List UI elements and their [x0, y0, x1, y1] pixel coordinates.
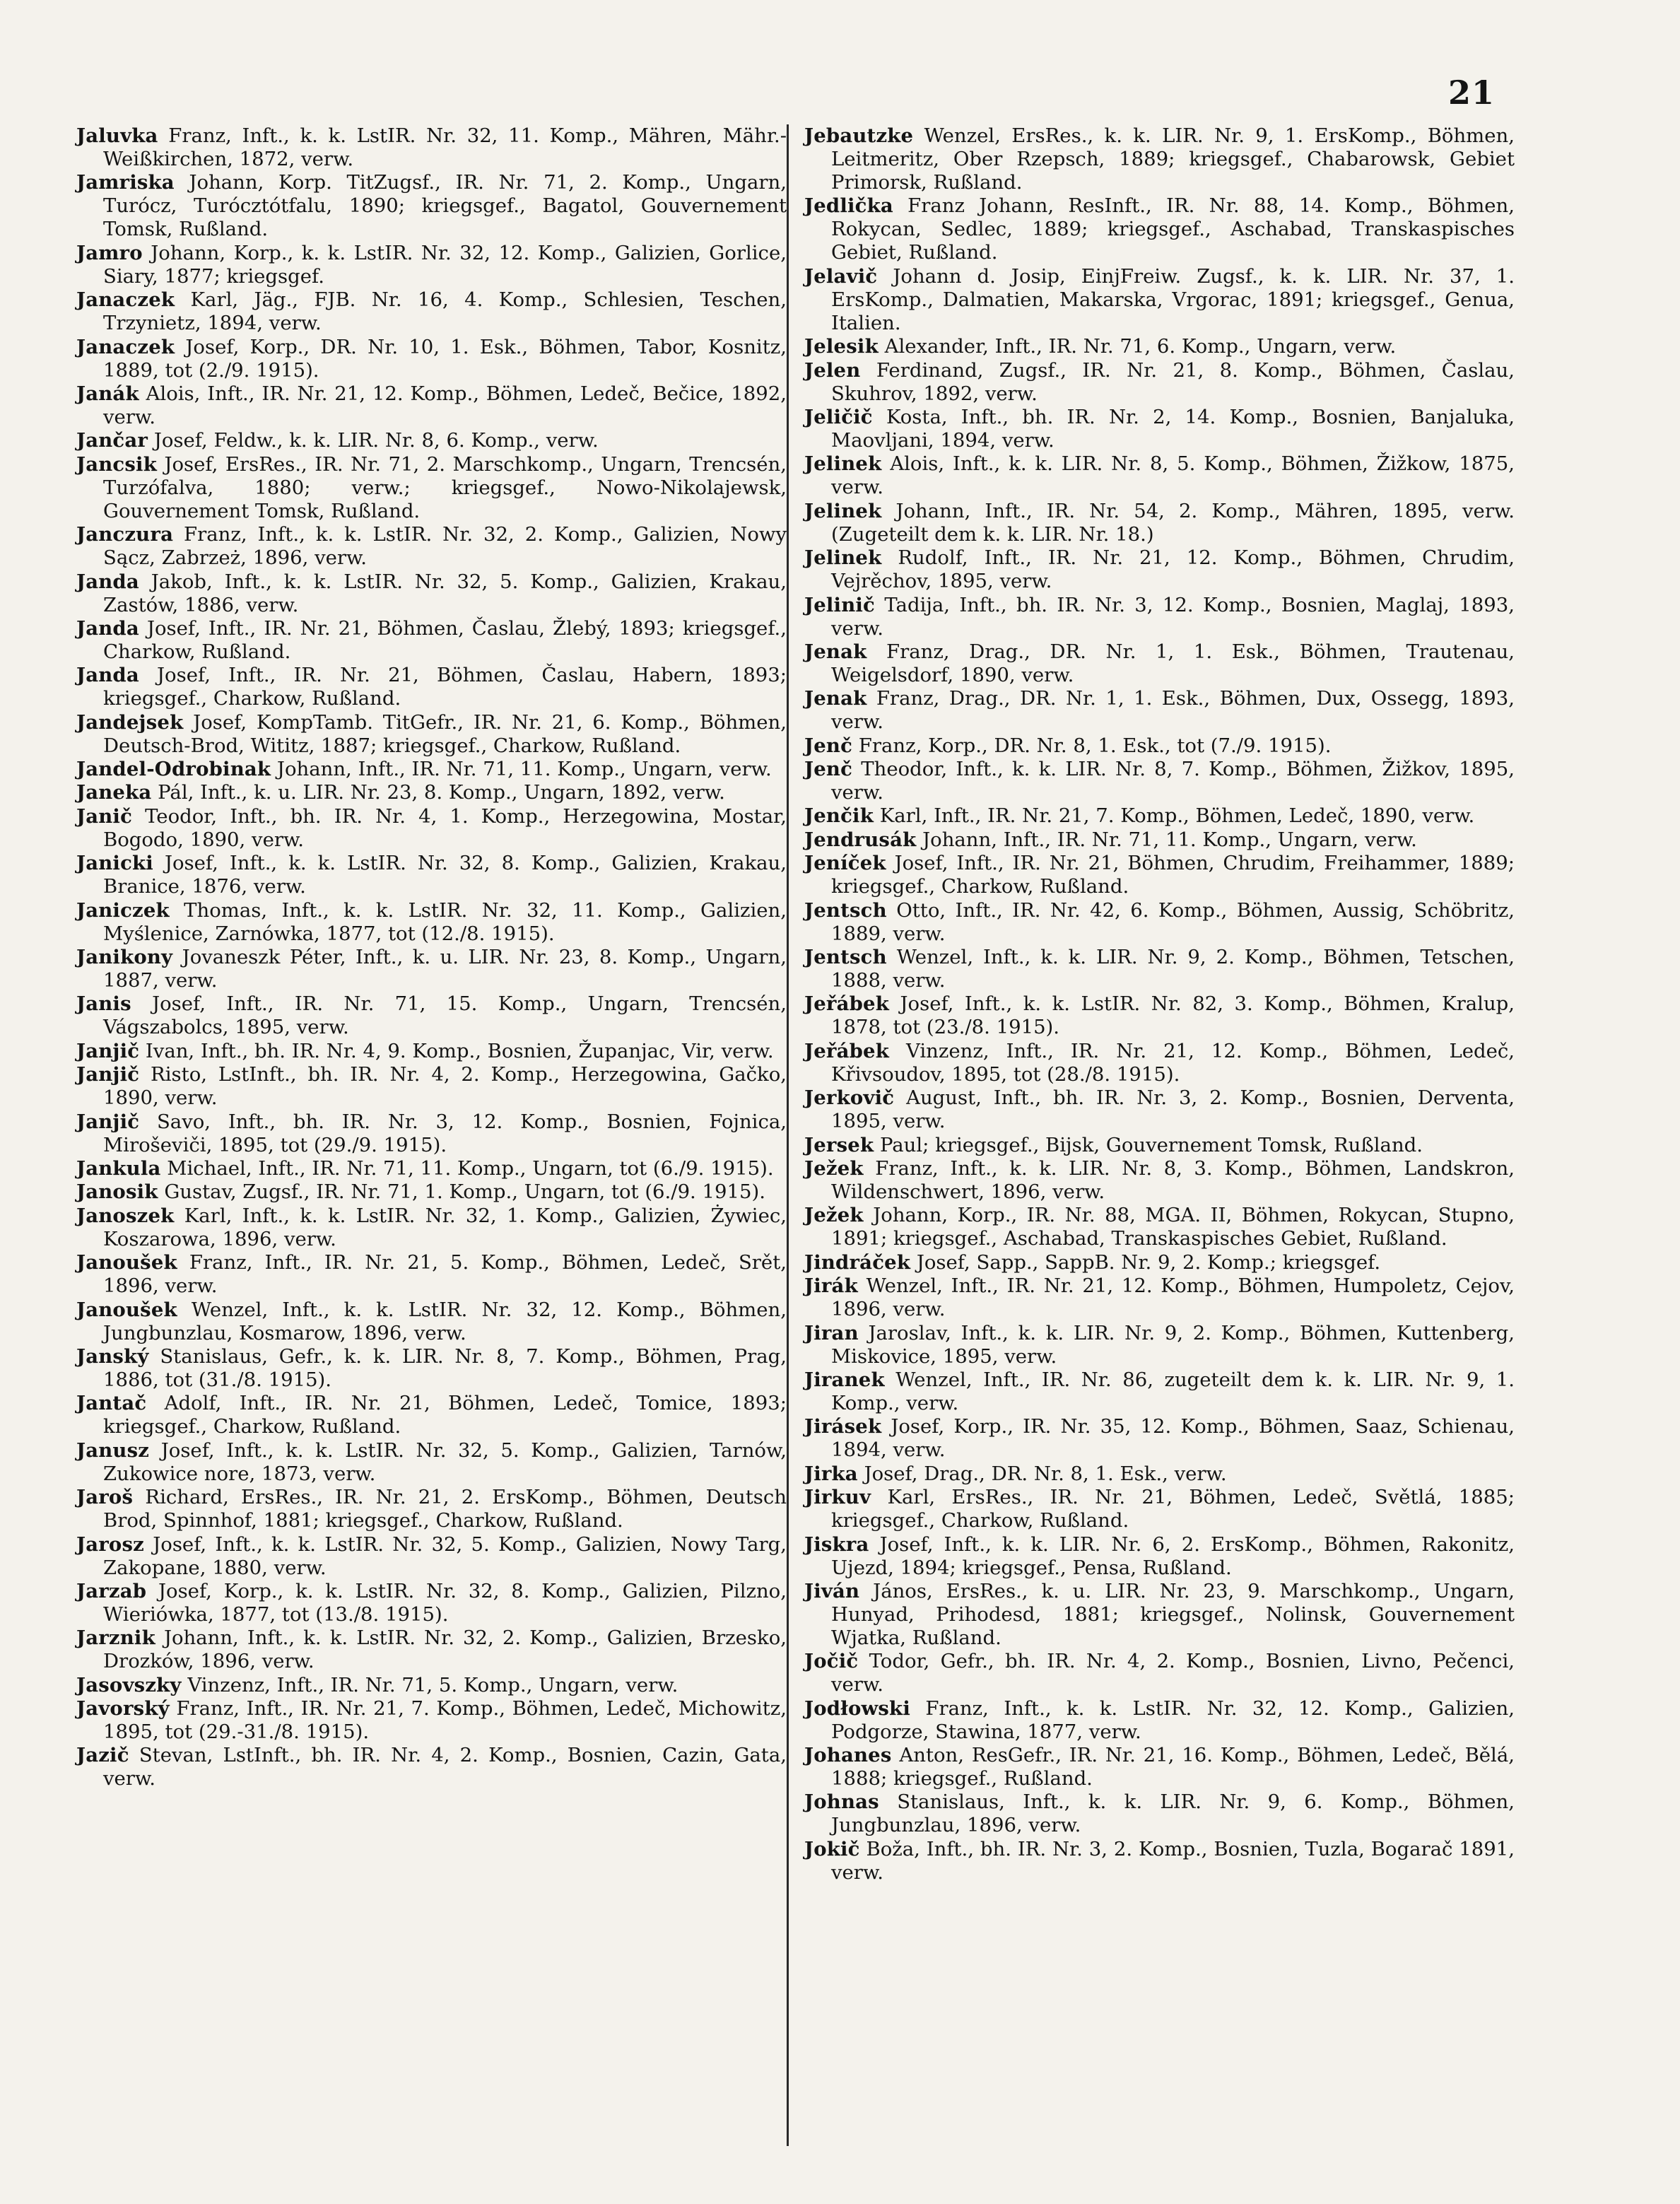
entry-surname: Jazič — [76, 1744, 129, 1767]
entry-surname: Jenč — [804, 734, 853, 757]
list-item — [76, 899, 787, 946]
list-item — [76, 1110, 787, 1157]
list-item — [804, 1533, 1515, 1580]
entry-surname: Janda — [76, 664, 139, 687]
list-item — [804, 899, 1515, 946]
entry-details: Alois, Inft., k. k. LIR. Nr. 8, 5. Komp., Böhmen, Žižkow, 1875, verw. — [831, 452, 1515, 499]
list-item — [804, 1697, 1515, 1744]
list-item — [804, 640, 1515, 687]
entry-details: Vinzenz, Inft., IR. Nr. 21, 12. Komp., Böhmen, Ledeč, Křivsoudov, 1895, tot (28./8. 1915). — [831, 1039, 1515, 1086]
list-item — [804, 1040, 1515, 1086]
entry-surname: Javorský — [76, 1697, 170, 1721]
entry-surname: Jamro — [76, 241, 143, 264]
list-item — [76, 992, 787, 1039]
entry-surname: Jokič — [804, 1837, 860, 1860]
entry-details: Josef, Feldw., k. k. LIR. Nr. 8, 6. Komp., verw. — [153, 429, 599, 452]
list-item — [76, 1439, 787, 1486]
list-item — [76, 1063, 787, 1110]
list-item — [804, 1463, 1515, 1486]
entry-surname: Jerkovič — [804, 1086, 895, 1110]
list-item — [804, 1838, 1515, 1884]
entry-details: Stanislaus, Inft., k. k. LIR. Nr. 9, 6. Komp., Böhmen, Jungbunzlau, 1896, verw. — [831, 1790, 1515, 1837]
entry-details: Franz Johann, ResInft., IR. Nr. 88, 14. Komp., Böhmen, Rokycan, Sedlec, 1889; kriegsgef., Aschabad, Transkaspisches Gebiet, Rußland. — [831, 194, 1515, 264]
entry-details: Ivan, Inft., bh. IR. Nr. 4, 9. Komp., Bosnien, Županjac, Vir, verw. — [145, 1039, 774, 1062]
entry-details: Wenzel, ErsRes., k. k. LIR. Nr. 9, 1. ErsKomp., Böhmen, Leitmeritz, Ober Rzepsch, 1889; kriegsgef., Chabarowsk, Gebiet Primorsk, Rußland. — [831, 124, 1515, 194]
list-item — [804, 265, 1515, 335]
entry-details: Franz, Drag., DR. Nr. 1, 1. Esk., Böhmen, Trautenau, Weigelsdorf, 1890, verw. — [831, 640, 1515, 686]
entry-details: Josef, Inft., k. k. LIR. Nr. 6, 2. ErsKomp., Böhmen, Rakonitz, Ujezd, 1894; kriegsgef., Pensa, Rußland. — [831, 1532, 1515, 1579]
entry-details: Franz, Inft., IR. Nr. 21, 5. Komp., Böhmen, Ledeč, Srět, 1896, verw. — [103, 1251, 787, 1298]
entry-details: Tadija, Inft., bh. IR. Nr. 3, 12. Komp., Bosnien, Maglaj, 1893, verw. — [831, 593, 1515, 640]
entry-surname: Jočič — [804, 1650, 859, 1673]
entry-surname: Ježek — [804, 1204, 864, 1227]
list-item — [804, 1274, 1515, 1321]
entry-surname: Jelinek — [804, 452, 882, 476]
entry-surname: Janič — [76, 804, 133, 828]
entry-surname: Jancsik — [76, 452, 157, 476]
entry-surname: Jindráček — [804, 1250, 911, 1274]
entry-details: Michael, Inft., IR. Nr. 71, 11. Komp., Ungarn, tot (6./9. 1915). — [167, 1156, 774, 1180]
entry-details: Josef, Inft., k. k. LstIR. Nr. 32, 5. Komp., Galizien, Tarnów, Zukowice nore, 1873, verw. — [103, 1438, 787, 1485]
entry-details: Todor, Gefr., bh. IR. Nr. 4, 2. Komp., Bosnien, Livno, Pečenci, verw. — [831, 1650, 1515, 1696]
list-item — [804, 1415, 1515, 1462]
entry-details: Franz, Drag., DR. Nr. 1, 1. Esk., Böhmen, Dux, Ossegg, 1893, verw. — [831, 687, 1515, 734]
entry-details: Josef, KompTamb. TitGefr., IR. Nr. 21, 6. Komp., Böhmen, Deutsch-Brod, Wititz, 1887; kriegsgef., Charkow, Rußland. — [103, 710, 787, 757]
list-item — [76, 1674, 787, 1697]
entry-surname: Jiván — [804, 1579, 860, 1602]
list-item — [804, 828, 1515, 852]
entry-details: Josef, Inft., k. k. LstIR. Nr. 32, 5. Komp., Galizien, Nowy Targ, Zakopane, 1880, verw. — [103, 1532, 787, 1579]
list-item — [804, 1322, 1515, 1368]
entry-surname: Jiskra — [804, 1532, 869, 1556]
entry-details: Paul; kriegsgef., Bijsk, Gouvernement Tomsk, Rußland. — [879, 1133, 1423, 1156]
entry-surname: Jiranek — [804, 1368, 885, 1391]
list-item — [804, 804, 1515, 828]
list-item — [76, 1157, 787, 1180]
entry-surname: Janák — [76, 382, 139, 405]
entry-details: Jaroslav, Inft., k. k. LIR. Nr. 9, 2. Komp., Böhmen, Kuttenberg, Miskovice, 1895, verw. — [831, 1321, 1515, 1368]
entry-details: Johann, Korp., k. k. LstIR. Nr. 32, 12. Komp., Galizien, Gorlice, Siary, 1877; kriegsgef. — [103, 241, 787, 288]
entry-surname: Janda — [76, 616, 139, 640]
entry-surname: Jebautzke — [804, 124, 914, 147]
entry-surname: Jenak — [804, 687, 867, 710]
list-item — [804, 1368, 1515, 1415]
list-item — [804, 758, 1515, 804]
entry-details: Josef, Sapp., SappB. Nr. 9, 2. Komp.; kriegsgef. — [916, 1250, 1381, 1274]
entry-details: Johann d. Josip, EinjFreiw. Zugsf., k. k. LIR. Nr. 37, 1. ErsKomp., Dalmatien, Makarska, Vrgorac, 1891; kriegsgef., Genua, Italien. — [831, 264, 1515, 334]
list-item — [804, 194, 1515, 264]
entry-surname: Janikony — [76, 946, 173, 969]
entry-details: Karl, Inft., IR. Nr. 21, 7. Komp., Böhmen, Ledeč, 1890, verw. — [879, 804, 1475, 828]
list-item — [804, 1580, 1515, 1650]
list-item — [804, 1790, 1515, 1837]
entry-surname: Jelen — [804, 358, 861, 382]
entry-details: Jovaneszk Péter, Inft., k. u. LIR. Nr. 23, 8. Komp., Ungarn, 1887, verw. — [103, 946, 787, 992]
entry-surname: Jeřábek — [804, 1039, 889, 1062]
entry-details: Josef, Korp., IR. Nr. 35, 12. Komp., Böhmen, Saaz, Schienau, 1894, verw. — [831, 1415, 1515, 1462]
entry-details: Josef, Inft., IR. Nr. 21, Böhmen, Časlau, Žlebý, 1893; kriegsgef., Charkow, Rußland. — [103, 616, 787, 663]
entry-surname: Jodłowski — [804, 1696, 910, 1720]
entry-surname: Jelesik — [804, 335, 879, 358]
entry-details: Alois, Inft., IR. Nr. 21, 12. Komp., Böhmen, Ledeč, Bečice, 1892, verw. — [103, 382, 787, 428]
list-item — [804, 1134, 1515, 1157]
list-item — [76, 1744, 787, 1790]
list-item — [76, 1204, 787, 1251]
list-item — [76, 805, 787, 852]
entry-details: Richard, ErsRes., IR. Nr. 21, 2. ErsKomp., Böhmen, Deutsch Brod, Spinnhof, 1881; kriegsgef., Charkow, Rußland. — [103, 1486, 787, 1532]
entry-details: Vinzenz, Inft., IR. Nr. 71, 5. Komp., Ungarn, verw. — [187, 1673, 679, 1696]
entry-surname: Janeka — [76, 781, 152, 804]
entry-surname: Jedlička — [804, 194, 893, 218]
entry-details: Johann, Inft., k. k. LstIR. Nr. 32, 2. Komp., Galizien, Brzesko, Drozków, 1896, verw. — [103, 1626, 787, 1673]
list-item — [804, 687, 1515, 734]
entry-details: János, ErsRes., k. u. LIR. Nr. 23, 9. Marschkomp., Ungarn, Hunyad, Prihodesd, 1881; kriegsgef., Nolinsk, Gouvernement Wjatka, Rußland. — [831, 1579, 1515, 1649]
list-item — [76, 523, 787, 570]
list-item — [804, 734, 1515, 758]
entry-surname: Jirkuv — [804, 1486, 871, 1509]
entry-details: Johann, Inft., IR. Nr. 71, 11. Komp., Ungarn, verw. — [276, 758, 772, 781]
list-item — [76, 1626, 787, 1673]
entry-surname: Janosik — [76, 1180, 158, 1204]
entry-details: Johann, Korp. TitZugsf., IR. Nr. 71, 2. Komp., Ungarn, Turócz, Turócztótfalu, 1890; kriegsgef., Bagatol, Gouvernement Tomsk, Rußland. — [103, 171, 787, 241]
list-item — [804, 1204, 1515, 1250]
entry-details: Wenzel, Inft., k. k. LIR. Nr. 9, 2. Komp., Böhmen, Tetschen, 1888, verw. — [831, 946, 1515, 992]
list-item — [76, 288, 787, 335]
list-item — [76, 758, 787, 781]
list-item — [76, 852, 787, 898]
list-item — [76, 946, 787, 992]
entry-details: Franz, Inft., k. k. LstIR. Nr. 32, 2. Komp., Galizien, Nowy Sącz, Zabrzeż, 1896, verw. — [103, 523, 787, 570]
left-column — [76, 124, 787, 1791]
list-item — [804, 1157, 1515, 1204]
entry-details: Wenzel, Inft., IR. Nr. 21, 12. Komp., Böhmen, Humpoletz, Cejov, 1896, verw. — [831, 1274, 1515, 1321]
entry-surname: Jelinek — [804, 499, 882, 522]
page-number: 21 — [1447, 74, 1495, 112]
entry-details: Johann, Korp., IR. Nr. 88, MGA. II, Böhmen, Rokycan, Stupno, 1891; kriegsgef., Aschabad, Transkaspisches Gebiet, Rußland. — [831, 1204, 1515, 1250]
entry-surname: Jeličič — [804, 405, 873, 428]
entry-details: Karl, ErsRes., IR. Nr. 21, Böhmen, Ledeč, Světlá, 1885; kriegsgef., Charkow, Rußland. — [831, 1486, 1515, 1532]
list-item — [804, 546, 1515, 593]
entry-details: Franz, Inft., k. k. LstIR. Nr. 32, 11. Komp., Mähren, Mähr.-Weißkirchen, 1872, verw. — [103, 124, 787, 170]
entry-details: Wenzel, Inft., k. k. LstIR. Nr. 32, 12. Komp., Böhmen, Jungbunzlau, Kosmarow, 1896, verw. — [103, 1298, 787, 1344]
list-item — [76, 429, 787, 452]
list-item — [76, 242, 787, 288]
entry-details: Franz, Inft., k. k. LstIR. Nr. 32, 12. Komp., Galizien, Podgorze, Stawina, 1877, verw. — [831, 1696, 1515, 1743]
list-item — [76, 171, 787, 241]
entry-details: Anton, ResGefr., IR. Nr. 21, 16. Komp., Böhmen, Ledeč, Bělá, 1888; kriegsgef., Rußland. — [831, 1744, 1515, 1790]
list-item — [76, 1392, 787, 1438]
list-item — [76, 1299, 787, 1345]
entry-details: Otto, Inft., IR. Nr. 42, 6. Komp., Böhmen, Aussig, Schöbritz, 1889, verw. — [831, 898, 1515, 945]
entry-details: Risto, LstInft., bh. IR. Nr. 4, 2. Komp., Herzegowina, Gačko, 1890, verw. — [103, 1063, 787, 1110]
entry-surname: Jarznik — [76, 1626, 155, 1650]
list-item — [76, 711, 787, 758]
list-item — [76, 124, 787, 171]
entry-surname: Johanes — [804, 1744, 892, 1767]
entry-details: Stevan, LstInft., bh. IR. Nr. 4, 2. Komp., Bosnien, Cazin, Gata, verw. — [103, 1744, 787, 1790]
list-item — [76, 1580, 787, 1626]
entry-details: Wenzel, Inft., IR. Nr. 86, zugeteilt dem k. k. LIR. Nr. 9, 1. Komp., verw. — [831, 1368, 1515, 1414]
entry-details: Rudolf, Inft., IR. Nr. 21, 12. Komp., Böhmen, Chrudim, Vejrěchov, 1895, verw. — [831, 546, 1515, 593]
entry-details: Johann, Inft., IR. Nr. 54, 2. Komp., Mähren, 1895, verw. (Zugeteilt dem k. k. LIR. Nr. 18.) — [831, 499, 1515, 546]
list-item — [804, 452, 1515, 499]
entry-details: Jakob, Inft., k. k. LstIR. Nr. 32, 5. Komp., Galizien, Krakau, Zastów, 1886, verw. — [103, 570, 787, 616]
entry-surname: Janaczek — [76, 335, 175, 358]
list-item — [804, 359, 1515, 406]
entry-surname: Janusz — [76, 1438, 150, 1462]
list-item — [804, 335, 1515, 358]
entry-details: Pál, Inft., k. u. LIR. Nr. 23, 8. Komp., Ungarn, 1892, verw. — [158, 781, 725, 804]
entry-surname: Jančar — [76, 429, 148, 452]
list-item — [76, 1180, 787, 1204]
entry-details: Josef, Korp., DR. Nr. 10, 1. Esk., Böhmen, Tabor, Kosnitz, 1889, tot (2./9. 1915). — [103, 335, 787, 382]
entry-details: Josef, ErsRes., IR. Nr. 71, 2. Marschkomp., Ungarn, Trencsén, Turzófalva, 1880; verw.; kriegsgef., Nowo-Nikolajewsk, Gouvernement Tomsk, Rußland. — [103, 452, 787, 522]
entry-details: Josef, Inft., IR. Nr. 21, Böhmen, Časlau, Habern, 1893; kriegsgef., Charkow, Rußland. — [103, 664, 787, 710]
entry-details: Josef, Inft., k. k. LstIR. Nr. 82, 3. Komp., Böhmen, Kralup, 1878, tot (23./8. 1915). — [831, 992, 1515, 1039]
entry-details: Teodor, Inft., bh. IR. Nr. 4, 1. Komp., Herzegowina, Mostar, Bogodo, 1890, verw. — [103, 804, 787, 851]
entry-details: Franz, Inft., IR. Nr. 21, 7. Komp., Böhmen, Ledeč, Michowitz, 1895, tot (29.-31./8. 1915). — [103, 1697, 787, 1744]
entry-surname: Jelinek — [804, 546, 882, 570]
list-item — [804, 1251, 1515, 1274]
entry-surname: Jirák — [804, 1274, 858, 1298]
list-item — [804, 1650, 1515, 1696]
list-item — [76, 1486, 787, 1532]
entry-surname: Jeníček — [804, 852, 886, 875]
entry-details: Savo, Inft., bh. IR. Nr. 3, 12. Komp., Bosnien, Fojnica, Miroševiči, 1895, tot (29./9. 1915). — [103, 1110, 787, 1156]
entry-surname: Jenčik — [804, 804, 874, 828]
entry-surname: Jandejsek — [76, 710, 184, 734]
list-item — [804, 1086, 1515, 1133]
entry-surname: Jentsch — [804, 898, 887, 922]
entry-surname: Jarzab — [76, 1579, 147, 1602]
entry-surname: Jarosz — [76, 1532, 144, 1556]
entry-surname: Jasovszky — [76, 1673, 182, 1696]
entry-details: Franz, Inft., k. k. LIR. Nr. 8, 3. Komp., Böhmen, Landskron, Wildenschwert, 1896, verw. — [831, 1156, 1515, 1203]
entry-details: Gustav, Zugsf., IR. Nr. 71, 1. Komp., Ungarn, tot (6./9. 1915). — [164, 1180, 765, 1204]
entry-surname: Jantač — [76, 1392, 147, 1415]
list-item — [76, 453, 787, 523]
entry-surname: Jankula — [76, 1156, 161, 1180]
list-item — [804, 500, 1515, 546]
entry-details: Alexander, Inft., IR. Nr. 71, 6. Komp., Ungarn, verw. — [884, 335, 1397, 358]
entry-surname: Janjič — [76, 1063, 140, 1086]
entry-surname: Johnas — [804, 1790, 879, 1814]
entry-surname: Janczura — [76, 523, 174, 546]
list-item — [804, 852, 1515, 898]
entry-surname: Janoušek — [76, 1298, 177, 1321]
entry-surname: Janicki — [76, 852, 153, 875]
entry-surname: Janiczek — [76, 898, 170, 922]
list-item — [76, 1251, 787, 1298]
entry-surname: Jentsch — [804, 946, 887, 969]
list-item — [804, 946, 1515, 992]
entry-surname: Jeřábek — [804, 992, 889, 1016]
entry-surname: Ježek — [804, 1156, 864, 1180]
list-item — [76, 570, 787, 617]
entry-surname: Janjič — [76, 1110, 140, 1133]
entry-surname: Jaroš — [76, 1486, 134, 1509]
entry-surname: Janis — [76, 992, 131, 1016]
entry-details: Josef, Drag., DR. Nr. 8, 1. Esk., verw. — [864, 1462, 1227, 1485]
entry-details: Theodor, Inft., k. k. LIR. Nr. 8, 7. Komp., Böhmen, Žižkov, 1895, verw. — [831, 758, 1515, 804]
list-item — [76, 664, 787, 710]
column-divider — [787, 124, 789, 2146]
list-item — [76, 1345, 787, 1392]
entry-surname: Janoušek — [76, 1251, 177, 1274]
entry-details: Josef, Inft., k. k. LstIR. Nr. 32, 8. Komp., Galizien, Krakau, Branice, 1876, verw. — [103, 852, 787, 898]
list-item — [76, 336, 787, 382]
entry-surname: Jiran — [804, 1321, 859, 1344]
entry-details: Johann, Inft., IR. Nr. 71, 11. Komp., Ungarn, verw. — [922, 828, 1417, 851]
entry-surname: Janaczek — [76, 288, 175, 312]
entry-surname: Jelinič — [804, 593, 875, 616]
list-item — [804, 406, 1515, 452]
entry-surname: Jirásek — [804, 1415, 882, 1438]
list-item — [804, 594, 1515, 640]
entry-details: Franz, Korp., DR. Nr. 8, 1. Esk., tot (7./9. 1915). — [858, 734, 1332, 757]
entry-surname: Jersek — [804, 1133, 874, 1156]
entry-details: Karl, Jäg., FJB. Nr. 16, 4. Komp., Schlesien, Teschen, Trzynietz, 1894, verw. — [103, 288, 787, 335]
entry-surname: Jandel-Odrobinak — [76, 758, 271, 781]
entry-details: Josef, Inft., IR. Nr. 21, Böhmen, Chrudim, Freihammer, 1889; kriegsgef., Charkow, Rußland. — [831, 852, 1515, 898]
entry-details: August, Inft., bh. IR. Nr. 3, 2. Komp., Bosnien, Derventa, 1895, verw. — [831, 1086, 1515, 1133]
entry-details: Ferdinand, Zugsf., IR. Nr. 21, 8. Komp., Böhmen, Časlau, Skuhrov, 1892, verw. — [831, 358, 1515, 405]
entry-surname: Jendrusák — [804, 828, 917, 851]
entry-details: Josef, Inft., IR. Nr. 71, 15. Komp., Ungarn, Trencsén, Vágszabolcs, 1895, verw. — [103, 992, 787, 1039]
entry-surname: Jaluvka — [76, 124, 158, 147]
entry-surname: Janjič — [76, 1039, 140, 1062]
entry-details: Stanislaus, Gefr., k. k. LIR. Nr. 8, 7. Komp., Böhmen, Prag, 1886, tot (31./8. 1915). — [103, 1344, 787, 1391]
entry-details: Karl, Inft., k. k. LstIR. Nr. 32, 1. Komp., Galizien, Żywiec, Koszarowa, 1896, verw. — [103, 1204, 787, 1250]
list-item — [76, 1533, 787, 1580]
list-item — [804, 1744, 1515, 1790]
list-item — [76, 1040, 787, 1063]
entry-surname: Jenak — [804, 640, 867, 663]
entry-surname: Jelavič — [804, 264, 878, 288]
list-item — [76, 382, 787, 429]
entry-details: Boža, Inft., bh. IR. Nr. 3, 2. Komp., Bosnien, Tuzla, Bogarač 1891, verw. — [831, 1837, 1515, 1884]
entry-surname: Jirka — [804, 1462, 858, 1485]
entry-surname: Janoszek — [76, 1204, 175, 1227]
list-item — [804, 124, 1515, 194]
right-column — [804, 124, 1515, 1884]
entry-surname: Janský — [76, 1344, 149, 1368]
list-item — [76, 617, 787, 664]
list-item — [804, 1486, 1515, 1532]
list-item — [804, 992, 1515, 1039]
list-item — [76, 1697, 787, 1744]
entry-details: Thomas, Inft., k. k. LstIR. Nr. 32, 11. Komp., Galizien, Myślenice, Zarnówka, 1877, tot (12./8. 1915). — [103, 898, 787, 945]
entry-surname: Jamriska — [76, 171, 175, 194]
entry-details: Adolf, Inft., IR. Nr. 21, Böhmen, Ledeč, Tomice, 1893; kriegsgef., Charkow, Rußland. — [103, 1392, 787, 1438]
entry-details: Josef, Korp., k. k. LstIR. Nr. 32, 8. Komp., Galizien, Pilzno, Wieriówka, 1877, tot (13./8. 1915). — [103, 1579, 787, 1626]
entry-details: Kosta, Inft., bh. IR. Nr. 2, 14. Komp., Bosnien, Banjaluka, Maovljani, 1894, verw. — [831, 405, 1515, 452]
entry-surname: Janda — [76, 570, 139, 593]
list-item — [76, 781, 787, 804]
entry-surname: Jenč — [804, 758, 853, 781]
